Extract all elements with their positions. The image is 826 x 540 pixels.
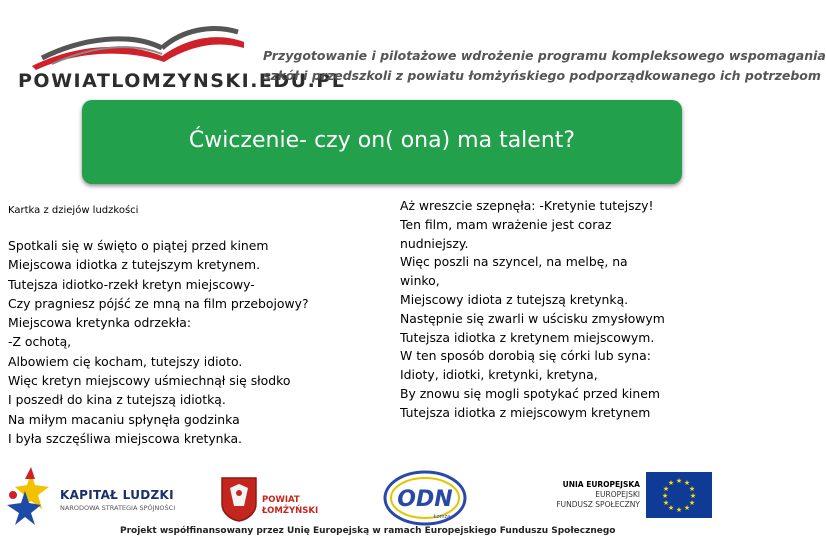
site-logo[interactable]: [12, 18, 346, 98]
kapital-ludzki-title: KAPITAŁ LUDZKI: [60, 488, 174, 502]
poem-line: Spotkali się w święto o piątej przed kinem: [8, 238, 269, 253]
tagline-line-1: Przygotowanie i pilotażowe wdrożenie programu kompleksowego wspomagania: [263, 48, 826, 63]
poem-line: I poszedł do kina z tutejszą idiotką.: [8, 392, 226, 408]
poem-line: Czy pragniesz pójść ze mną na film przebojowy?: [8, 295, 309, 311]
poem-line: Tutejsza idiotko-rzekł kretyn miejscowy-: [8, 276, 255, 292]
powiat-line-1: POWIAT: [262, 495, 300, 505]
poem-line: Miejscowa kretynka odrzekła:: [8, 315, 191, 331]
logo-text: POWIATLOMZYNSKI.EDU.PL: [18, 70, 346, 92]
kapital-ludzki-subtitle: NARODOWA STRATEGIA SPÓJNOŚCI: [60, 504, 176, 512]
poem-line: Aż wreszcie szepnęła: -Kretynie tutejszy!: [400, 198, 654, 213]
poem-line: Tutejsza idiotka z miejscowym kretynem: [400, 404, 651, 420]
eu-stars-icon: [646, 472, 712, 518]
poem-line: Tutejsza idiotka z kretynem miejscowym.: [400, 329, 655, 345]
ue-line-3: FUNDUSZ SPOŁECZNY: [556, 500, 640, 509]
footer-logos: [0, 460, 720, 540]
poem-line: Na miłym macaniu spłynęła godzinka: [8, 411, 240, 427]
poem-line: I była szczęśliwa miejscowa kretynka.: [8, 430, 242, 446]
book-logo-icon: [12, 18, 252, 74]
svg-text:★: ★: [667, 479, 675, 487]
svg-text:★: ★: [662, 499, 670, 507]
odn-text: ODN: [397, 487, 453, 512]
poem-line: nudniejszy.: [400, 235, 469, 251]
svg-text:★: ★: [689, 492, 697, 500]
eu-flag-icon: [646, 472, 712, 518]
poem-caption: Kartka z dziejów ludzkości: [8, 205, 139, 216]
poem-line: Albowiem cię kocham, tutejszy idioto.: [8, 353, 243, 369]
poem-line: Ten film, mam wrażenie jest coraz: [400, 216, 612, 232]
title-banner: [82, 100, 682, 184]
svg-text:★: ★: [661, 492, 669, 500]
poem-line: Więc poszli na szyncel, na melbę, na: [400, 254, 628, 270]
project-tagline: [263, 46, 826, 86]
ue-line-2: EUROPEJSKI: [595, 490, 640, 499]
poem-line: By znowu się mogli spotykać przed kinem: [400, 385, 660, 401]
svg-text:★: ★: [662, 485, 670, 493]
funding-note: Projekt współfinansowany przez Unię Europejską w ramach Europejskiego Funduszu Społecznego: [120, 526, 616, 536]
powiat-crest-icon: [220, 476, 258, 522]
svg-text:★: ★: [688, 485, 696, 493]
poem-line: winko,: [400, 273, 440, 289]
header: [0, 0, 826, 100]
poem-line: Więc kretyn miejscowy uśmiechnął się słodko: [8, 373, 291, 389]
ue-line-1: UNIA EUROPEJSKA: [562, 480, 640, 489]
svg-text:★: ★: [675, 506, 683, 514]
poem-line: Miejscowy idiota z tutejszą kretynką.: [400, 291, 629, 307]
poem-line: -Z ochotą,: [8, 334, 72, 350]
kapital-ludzki-star-icon: [5, 465, 55, 527]
poem-line: W ten sposób dorobią się córki lub syna:: [400, 348, 651, 364]
tagline-line-2: szkół i przedszkoli z powiatu łomżyńskiego podporządkowanego ich potrzebom: [263, 68, 821, 83]
svg-text:★: ★: [683, 479, 691, 487]
svg-text:★: ★: [688, 499, 696, 507]
powiat-line-2: ŁOMŻYŃSKI: [262, 506, 319, 516]
slide-title: Ćwiczenie- czy on( ona) ma talent?: [188, 128, 576, 153]
eu-label: [540, 480, 640, 510]
kapital-ludzki-logo: [60, 488, 175, 512]
poem-line: Następnie się zwarli w uścisku zmysłowym: [400, 310, 665, 326]
left-text-column: [8, 205, 368, 448]
odn-subtext: Łomża: [433, 514, 451, 520]
svg-text:★: ★: [683, 504, 691, 512]
odn-logo-icon: [380, 468, 470, 532]
powiat-lomzynski-logo: [262, 495, 318, 517]
poem-line: Miejscowa idiotka z tutejszym kretynem.: [8, 257, 261, 273]
right-text-column: [400, 197, 710, 423]
poem-line: Idioty, idiotki, kretynki, kretyna,: [400, 367, 598, 383]
svg-text:★: ★: [675, 477, 683, 485]
svg-text:★: ★: [667, 504, 675, 512]
